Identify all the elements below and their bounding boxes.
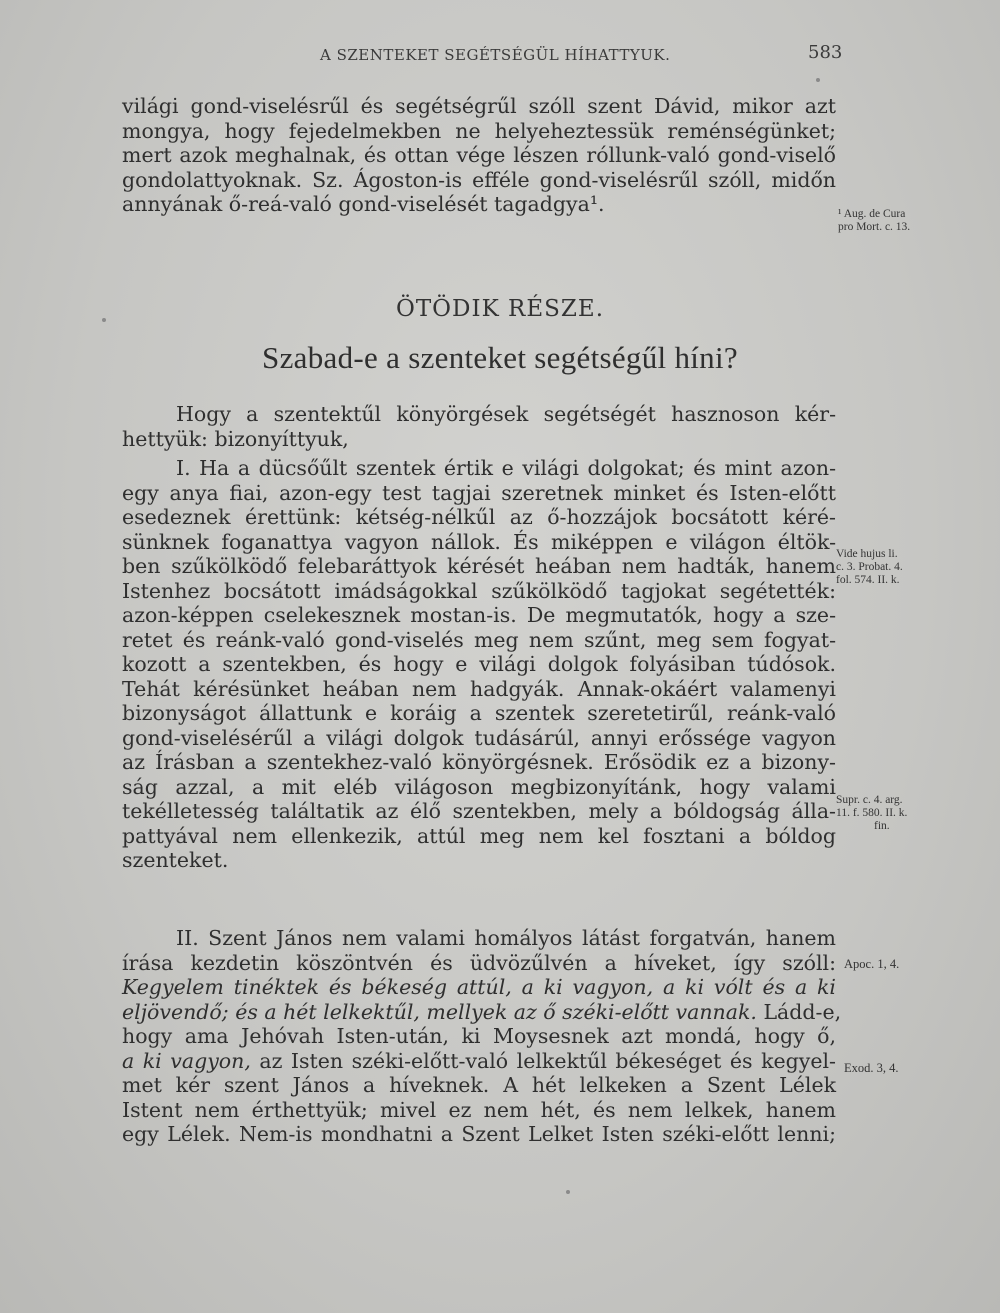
margin-note-line: pro Mort. c. 13. (838, 221, 911, 233)
text-line: gond-viselésérűl a világi dolgok tudásárúl, annyi erőssége vagyon (122, 725, 836, 750)
plain-text: az Isten széki-előtt-való lelkektűl békeséget és kegyel- (250, 1048, 836, 1073)
text-line (122, 999, 842, 1025)
text-line: esedeznek érettünk: kétség-nélkűl az ő-hozzájok bocsátott kéré- (122, 505, 836, 529)
text-line: ság azzal, a mit eléb világoson megbizonyítánk, hogy valami (122, 774, 836, 799)
text-line: retet és reánk-való gond-viselés meg nem szűnt, meg sem fogyat- (122, 627, 836, 652)
text-line: hettyük: bizonyíttyuk, (122, 426, 349, 451)
text-line: egy Lélek. Nem-is mondhatni a Szent Lelket Isten széki-előtt lenni; (122, 1122, 836, 1146)
text-line: I. Ha a dücsőűlt szentek értik e világi dolgokat; és mint azon- (176, 456, 836, 480)
margin-note-line: ¹ Aug. de Cura (838, 208, 906, 220)
margin-note-exod: Exod. 3, 4. (844, 1061, 899, 1075)
text-line: egy anya fiai, azon-egy test tagjai szeretnek minket és Isten-előtt (122, 480, 836, 505)
margin-note-line: 11. f. 580. II. k. (836, 807, 908, 819)
text-line: szenteket. (122, 848, 229, 872)
text-line: írása kezdetin köszöntvén és üdvözűlvén a híveket, így szóll: (122, 950, 836, 975)
margin-note-line: Vide hujus li. (836, 548, 898, 560)
text-line: mongya, hogy fejedelmekben ne helyeheztessük reménségünket; (122, 118, 836, 143)
ink-speck (816, 78, 820, 82)
text-line: hogy ama Jehóvah Isten-után, ki Moysesnek azt mondá, hogy ő, (122, 1024, 836, 1048)
text-line: tekélletesség találtatik az élő szentekben, mely a bóldogság álla- (122, 799, 836, 823)
text-line: pattyával nem ellenkezik, attúl meg nem kel fosztani a bóldog (122, 823, 836, 848)
text-line: II. Szent János nem valami homályos látást forgatván, hanem (176, 926, 836, 950)
part-two-paragraph (122, 926, 842, 1147)
margin-note-line: c. 3. Probat. 4. (836, 561, 903, 573)
margin-note-vide (836, 548, 903, 587)
text-line: mert azok meghalnak, és ottan vége lészen róllunk-való gond-viselő (122, 143, 836, 167)
ink-speck (566, 1190, 570, 1194)
top-paragraph (122, 94, 836, 217)
margin-note-line: fin. (874, 820, 890, 832)
part-one-paragraph (122, 456, 836, 873)
text-line: met kér szent János a híveknek. A hét lelkeken a Szent Lélek (122, 1073, 836, 1097)
text-line: sünknek foganattya vagyon nállok. És miképpen e világon éltök- (122, 529, 836, 554)
text-line: Tehát kérésünket heában nem hadgyák. Annak-okáért valamenyi (122, 676, 836, 701)
italic-quote: eljövendő; és a hét lelkektűl, mellyek az ő széki-előtt vannak. (122, 999, 757, 1024)
margin-note-line: fol. 574. II. k. (836, 574, 900, 586)
margin-note-line: Supr. c. 4. arg. (836, 794, 903, 806)
page-number: 583 (808, 42, 843, 63)
text-line: Istenhez bocsátott imádságokkal szűkölködő tagjokat segétették: (122, 578, 836, 603)
text-line: az Írásban a szentekhez-való könyörgésnek. Erősödik ez a bizony- (122, 750, 836, 774)
text-line-italic: Kegyelem tinéktek és békeség attúl, a ki vagyon, a ki vólt és a ki (122, 975, 836, 999)
text-line (122, 1049, 836, 1074)
running-header: A SZENTEKET SEGÉTSÉGÜL HÍHATTYUK. (320, 46, 671, 64)
section-title: Szabad-e a szenteket segétségűl híni? (262, 340, 738, 375)
italic-quote: a ki vagyon, (122, 1048, 251, 1073)
margin-note-apoc: Apoc. 1, 4. (844, 957, 900, 971)
section-heading: ÖTÖDIK RÉSZE. (395, 296, 605, 322)
margin-note-aug (838, 208, 910, 234)
margin-note-supr (836, 794, 907, 833)
text-line: annyának ő-reá-való gond-viselését tagadgya¹. (122, 192, 605, 216)
text-line: Hogy a szentektűl könyörgések segétségét hasznoson kér- (176, 402, 836, 426)
text-line: bizonyságot állattunk e koráig a szentek szeretetirűl, reánk-való (122, 701, 836, 725)
text-line: azon-képpen cselekesznek mostan-is. De megmutatók, hogy a sze- (122, 603, 836, 627)
text-line: világi gond-viselésrűl és segétségrűl szóll szent Dávid, mikor azt (122, 94, 836, 118)
plain-text: Ládd-e, (756, 999, 842, 1024)
text-line: gondolattyoknak. Sz. Ágoston-is efféle gond-viselésrűl szóll, midőn (122, 167, 836, 192)
text-line: kozott a szentekben, és hogy e világi dolgok folyásiban túdósok. (122, 652, 836, 676)
intro-paragraph (122, 402, 836, 451)
text-line: ben szűkölködő felebaráttyok kérését heában nem hadták, hanem (122, 554, 836, 578)
text-line: Istent nem érthettyük; mivel ez nem hét, és nem lelkek, hanem (122, 1097, 836, 1122)
